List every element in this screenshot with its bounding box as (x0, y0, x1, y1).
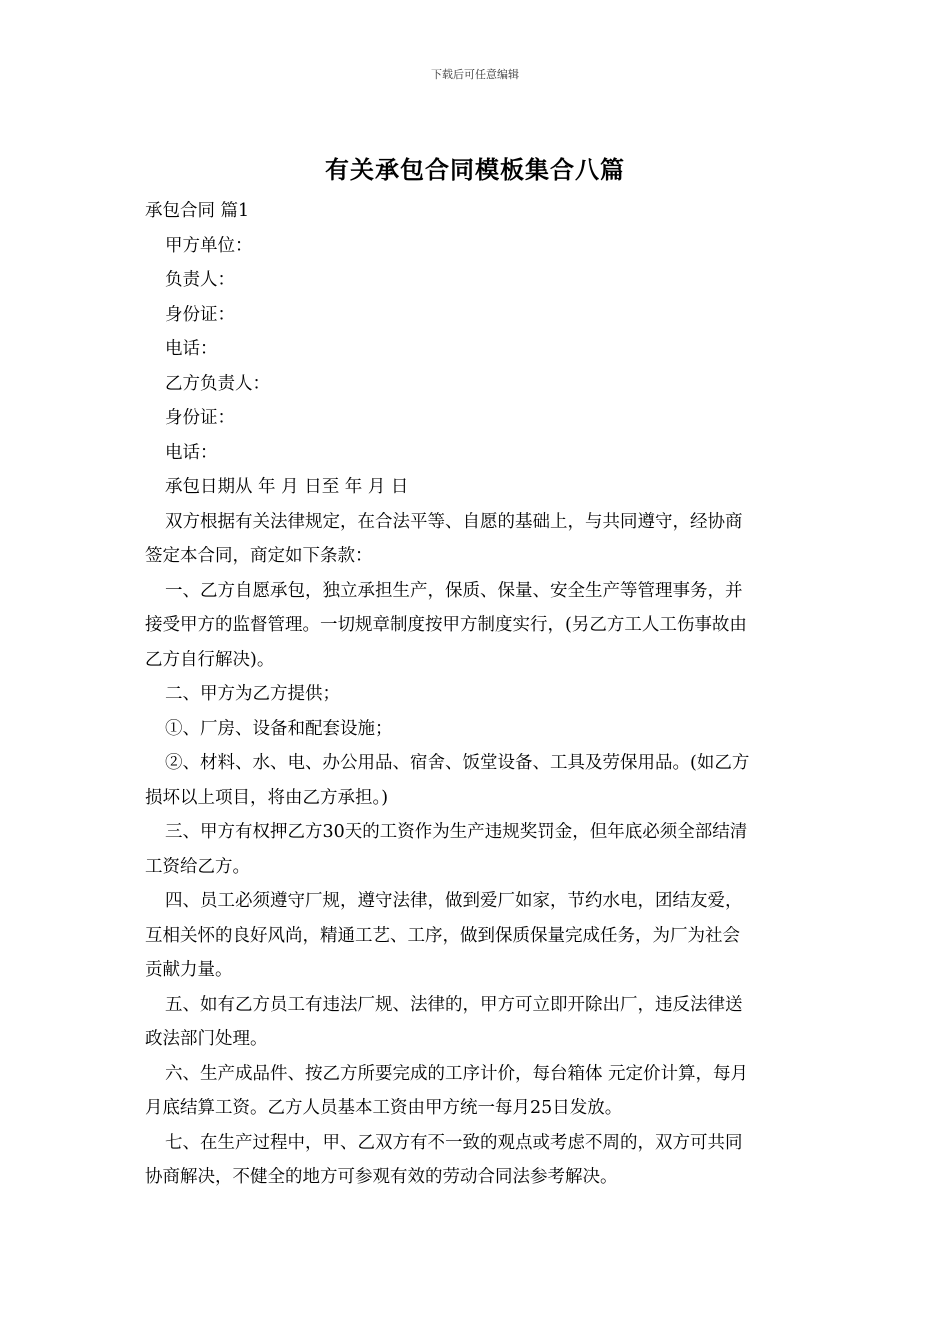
header-note: 下载后可任意编辑 (431, 68, 519, 81)
paragraph-clause-2-item-1 (145, 712, 807, 747)
paragraph-line: ①、厂房、设备和配套设施； (165, 718, 393, 739)
field-party-a-id: 身份证： (165, 304, 235, 325)
paragraph-clause-3 (145, 815, 807, 884)
paragraph-line: 贡献力量。 (145, 960, 233, 980)
paragraph-line: 二、甲方为乙方提供； (165, 684, 340, 704)
paragraph-intro (145, 505, 807, 574)
paragraph-line: 六、生产成品件、按乙方所要完成的工序计价，每台箱体 元定价计算，每月 (165, 1063, 749, 1084)
paragraph-line: 损坏以上项目，将由乙方承担。) (145, 787, 389, 808)
field-party-a-responsible: 负责人： (165, 270, 235, 290)
document-body (145, 194, 807, 1195)
paragraph-clause-2 (145, 677, 807, 712)
paragraph-line: 五、如有乙方员工有违法厂规、法律的，甲方可立即开除出厂，违反法律送 (165, 994, 743, 1015)
field-party-b-id: 身份证： (165, 408, 235, 428)
paragraph-line: 签定本合同，商定如下条款： (145, 546, 373, 566)
paragraph-clause-6 (145, 1057, 807, 1126)
paragraph-line: 七、在生产过程中，甲、乙双方有不一致的观点或考虑不周的，双方可共同 (165, 1132, 743, 1153)
paragraph-clause-1 (145, 574, 807, 678)
paragraph-line: 一、乙方自愿承包，独立承担生产，保质、保量、安全生产等管理事务，并 (165, 580, 743, 601)
document-title: 有关承包合同模板集合八篇 (325, 155, 625, 184)
field-party-a-phone: 电话： (165, 339, 218, 359)
paragraph-clause-4 (145, 884, 807, 988)
paragraph-line: ②、材料、水、电、办公用品、宿舍、饭堂设备、工具及劳保用品。(如乙方 (165, 753, 750, 773)
paragraph-line: 月底结算工资。乙方人员基本工资由甲方统一每月25日发放。 (145, 1098, 623, 1118)
paragraph-line: 四、员工必须遵守厂规，遵守法律，做到爱厂如家，节约水电，团结友爱， (165, 891, 743, 911)
section-label: 承包合同 篇1 (145, 201, 250, 221)
field-contract-period: 承包日期从 年 月 日至 年 月 日 (165, 477, 409, 497)
paragraph-line: 双方根据有关法律规定，在合法平等、自愿的基础上，与共同遵守，经协商 (165, 511, 743, 532)
paragraph-line: 工资给乙方。 (145, 856, 250, 877)
paragraph-clause-5 (145, 988, 807, 1057)
paragraph-line: 协商解决，不健全的地方可参观有效的劳动合同法参考解决。 (145, 1167, 618, 1187)
paragraph-line: 政法部门处理。 (145, 1029, 268, 1049)
paragraph-line: 接受甲方的监督管理。一切规章制度按甲方制度实行，(另乙方工人工伤事故由 (145, 615, 747, 635)
paragraph-line: 乙方自行解决)。 (145, 649, 275, 670)
paragraph-clause-2-item-2 (145, 746, 807, 815)
paragraph-line: 互相关怀的良好风尚，精通工艺、工序，做到保质保量完成任务，为厂为社会 (145, 925, 740, 946)
field-party-b-phone: 电话： (165, 442, 218, 463)
field-party-a-unit: 甲方单位： (165, 235, 253, 256)
paragraph-clause-7 (145, 1126, 807, 1195)
field-party-b-responsible: 乙方负责人： (165, 373, 270, 394)
paragraph-line: 三、甲方有权押乙方30天的工资作为生产违规奖罚金，但年底必须全部结清 (165, 822, 748, 842)
